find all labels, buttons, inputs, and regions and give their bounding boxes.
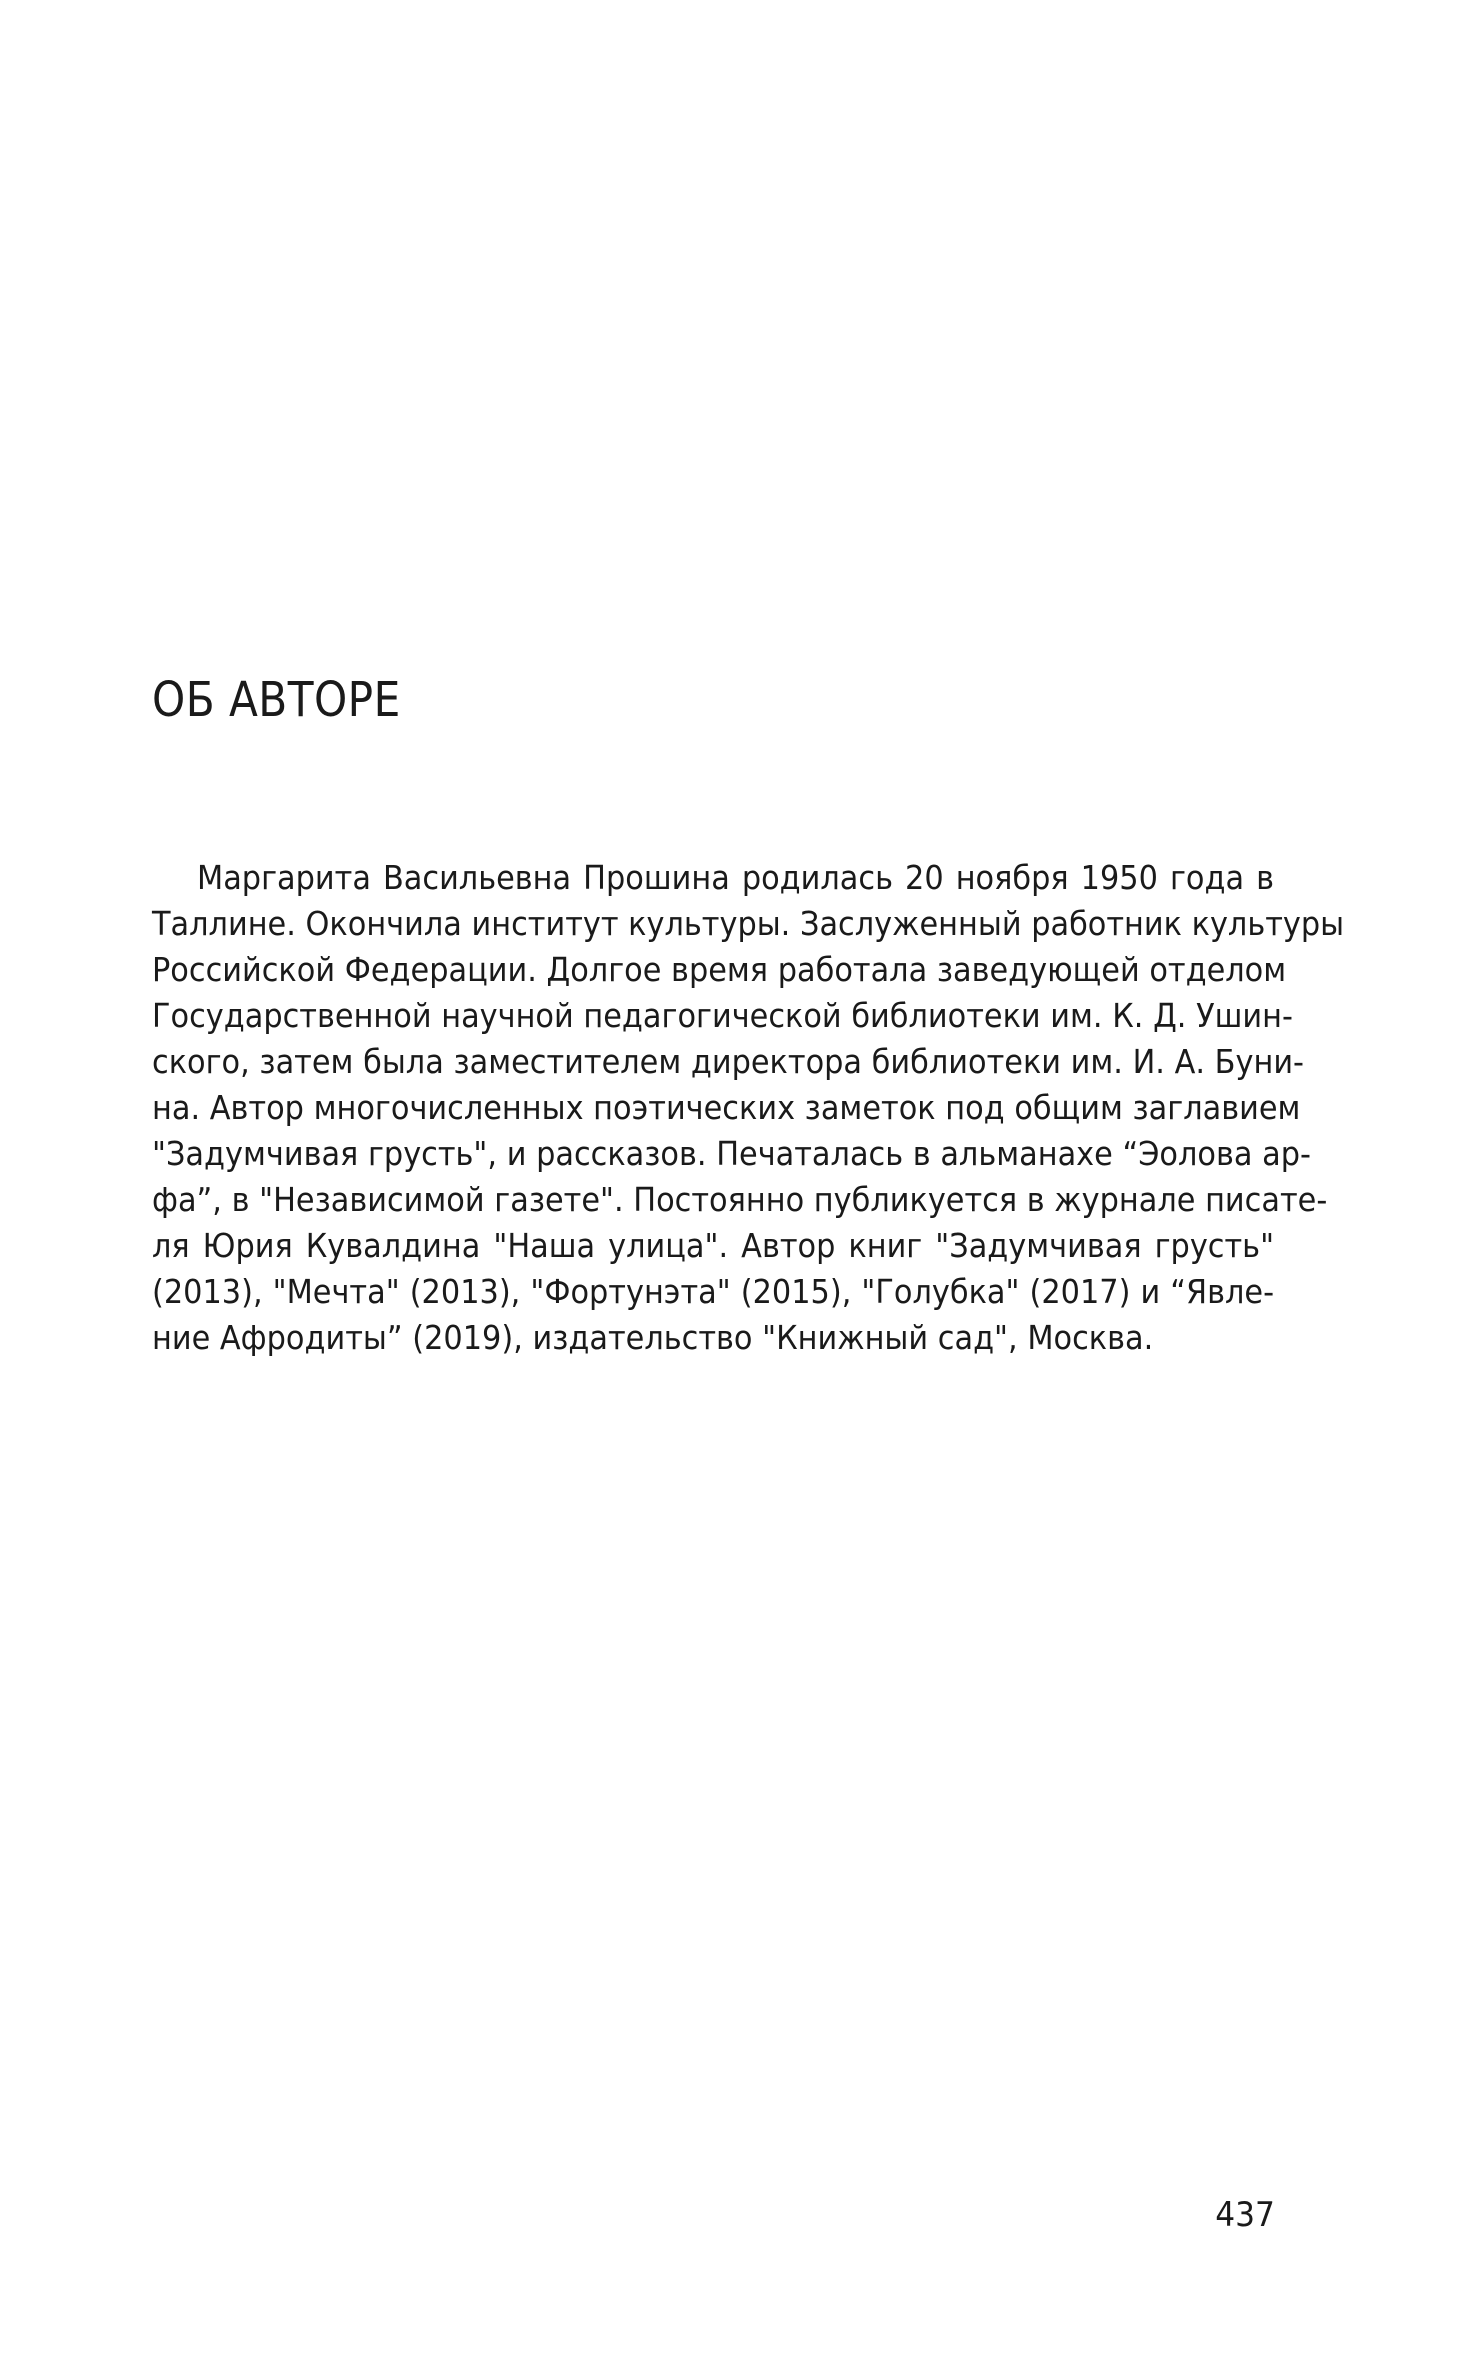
paragraph-line: Маргарита Васильевна Прошина родилась 20 ноября 1950 года в <box>197 858 1275 897</box>
paragraph-line: "Задумчивая грусть", и рассказов. Печаталась в альманахе “Эолова ар- <box>152 1134 1311 1173</box>
page-number: 437 <box>1215 2195 1275 2235</box>
author-bio-paragraph <box>152 855 1345 1361</box>
paragraph-line: фа”, в "Независимой газете". Постоянно публикуется в журнале писате- <box>152 1180 1328 1219</box>
paragraph-line: Таллине. Окончила институт культуры. Заслуженный работник культуры <box>152 904 1345 943</box>
paragraph-line: Государственной научной педагогической библиотеки им. К. Д. Ушин- <box>152 996 1293 1035</box>
paragraph-line: ля Юрия Кувалдина "Наша улица". Автор книг "Задумчивая грусть" <box>152 1226 1275 1265</box>
paragraph-line: (2013), "Мечта" (2013), "Фортунэта" (2015), "Голубка" (2017) и “Явле- <box>152 1272 1275 1311</box>
paragraph-line: Российской Федерации. Долгое время работала заведующей отделом <box>152 950 1287 989</box>
paragraph-line: ние Афродиты” (2019), издательство "Книжный сад", Москва. <box>152 1318 1154 1357</box>
paragraph-line: ского, затем была заместителем директора библиотеки им. И. А. Буни- <box>152 1042 1305 1081</box>
page-title: ОБ АВТОРЕ <box>152 672 401 728</box>
paragraph-line: на. Автор многочисленных поэтических заметок под общим заглавием <box>152 1088 1301 1127</box>
